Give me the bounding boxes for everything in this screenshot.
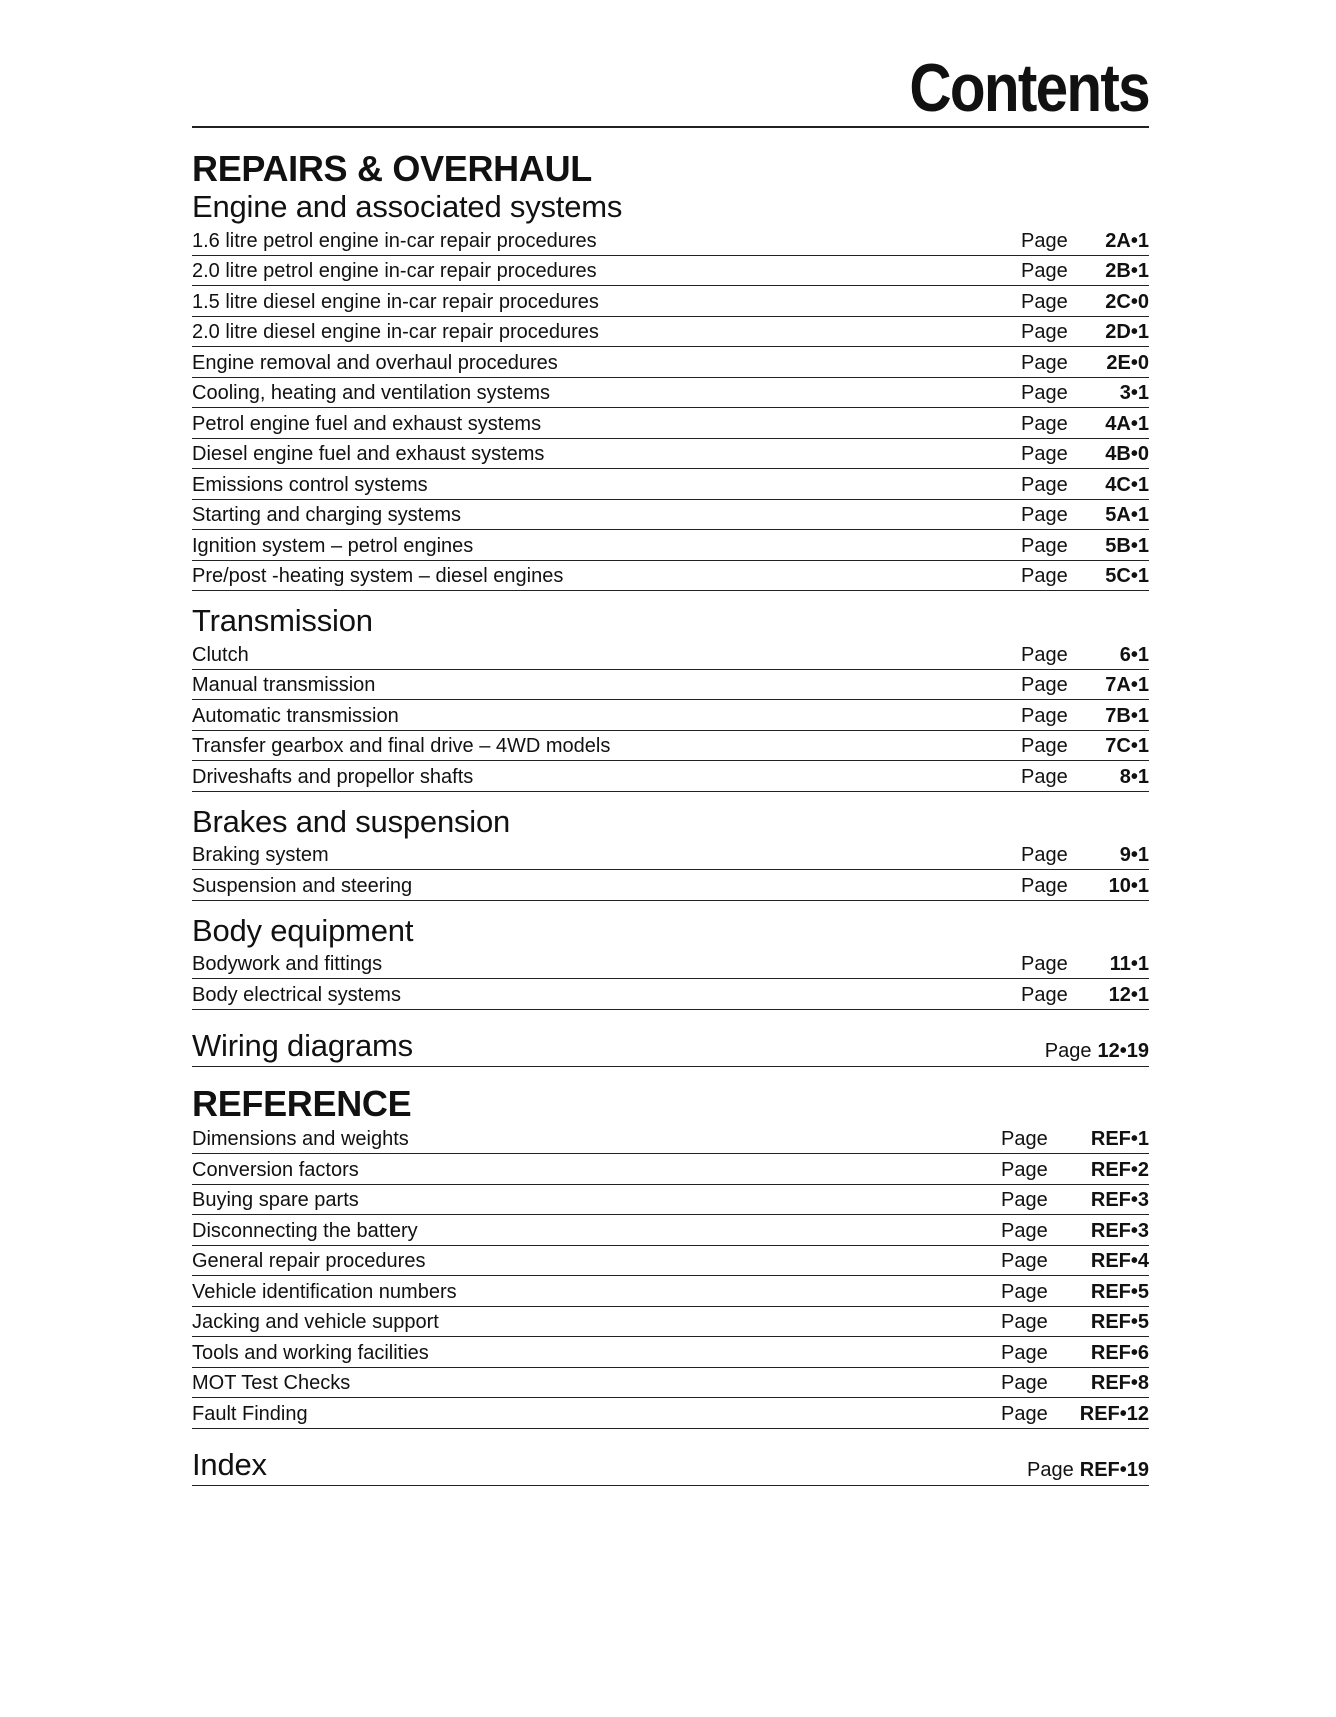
toc-entry-page-ref: [1021, 643, 1149, 667]
toc-entry[interactable]: [192, 731, 1149, 762]
page-word: Page: [1001, 1341, 1048, 1364]
toc-entry-page-ref: [1021, 473, 1149, 497]
page-title: Contents: [909, 50, 1149, 126]
toc-entry-page-ref: [1001, 1371, 1149, 1395]
toc-entry-index[interactable]: [192, 1441, 1149, 1486]
page-number: REF•5: [1090, 1311, 1149, 1333]
toc-entry-page-ref: [1021, 874, 1149, 898]
toc-entry[interactable]: [192, 1124, 1149, 1155]
toc-entry-label: Clutch: [192, 643, 249, 666]
page-number: 2A•1: [1105, 229, 1149, 252]
reference-rows: [192, 1124, 1149, 1429]
section-rows: [192, 225, 1149, 591]
page-word: Page: [1027, 1458, 1074, 1481]
toc-entry-page-ref: [1021, 843, 1149, 867]
page-word: Page: [1021, 704, 1068, 727]
toc-entry-label: Emissions control systems: [192, 473, 428, 496]
toc-entry-label: Manual transmission: [192, 674, 376, 696]
page-number: REF•8: [1090, 1372, 1149, 1394]
section-heading: Body equipment: [192, 912, 414, 948]
page-number: 7B•1: [1105, 704, 1149, 727]
page-word: Page: [1021, 674, 1068, 696]
toc-entry-page-ref: [1021, 229, 1149, 253]
page-word: Page: [1021, 534, 1068, 557]
page-word: Page: [1021, 643, 1068, 666]
page-number: 10•1: [1108, 874, 1149, 897]
page-word: Page: [1021, 412, 1068, 435]
page-word: Page: [1021, 565, 1068, 587]
page-word: Page: [1001, 1189, 1048, 1211]
toc-entry-page-ref: [1021, 765, 1149, 789]
toc-entry-page-ref: [1021, 259, 1149, 283]
toc-entry-label: Index: [192, 1446, 267, 1482]
toc-entry-label: 2.0 litre diesel engine in-car repair procedures: [192, 321, 599, 343]
toc-entry[interactable]: [192, 530, 1149, 561]
toc-entry-label: 1.5 litre diesel engine in-car repair procedures: [192, 290, 599, 313]
page-number: 4B•0: [1105, 443, 1149, 465]
page-number: REF•3: [1090, 1189, 1149, 1211]
part-heading-repairs: REPAIRS & OVERHAUL: [192, 148, 592, 189]
page-word: Page: [1021, 874, 1068, 897]
toc-entry-label: Vehicle identification numbers: [192, 1280, 457, 1303]
toc-entry-label: Wiring diagrams: [192, 1027, 413, 1063]
toc-entry-label: MOT Test Checks: [192, 1372, 351, 1394]
toc-entry[interactable]: [192, 439, 1149, 470]
toc-entry[interactable]: [192, 639, 1149, 670]
toc-entry-label: Bodywork and fittings: [192, 953, 383, 975]
toc-entry-label: Pre/post -heating system – diesel engines: [192, 565, 564, 587]
page-word: Page: [1021, 321, 1068, 343]
toc-entry-page-ref: [1021, 952, 1149, 976]
page-word: Page: [1021, 504, 1068, 526]
page-number: REF•6: [1090, 1341, 1149, 1364]
page-number: 11•1: [1109, 953, 1149, 975]
page-number: 2E•0: [1106, 351, 1149, 374]
toc-entry[interactable]: [192, 317, 1149, 348]
toc-entry-page-ref: [1001, 1127, 1149, 1151]
toc-entry-page-ref: [1001, 1341, 1149, 1365]
section-rows: [192, 639, 1149, 792]
page-word: Page: [1001, 1219, 1048, 1242]
page-word: Page: [1001, 1402, 1048, 1425]
page-number: 5B•1: [1105, 534, 1149, 557]
toc-entry[interactable]: [192, 1215, 1149, 1246]
toc-entry-label: Braking system: [192, 844, 329, 866]
page-word: Page: [1021, 735, 1068, 757]
toc-entry-page-ref: [1001, 1280, 1149, 1304]
toc-entry-page-ref: [1021, 503, 1149, 527]
page-number: 2C•0: [1105, 290, 1149, 313]
page-number: REF•5: [1090, 1280, 1149, 1303]
toc-entry[interactable]: [192, 561, 1149, 592]
page-number: 8•1: [1119, 765, 1149, 788]
toc-entry[interactable]: [192, 979, 1149, 1010]
page-word: Page: [1044, 1039, 1092, 1062]
toc-entry-wiring-diagrams[interactable]: [192, 1022, 1149, 1067]
toc-entry-label: Body electrical systems: [192, 983, 401, 1006]
toc-entry-page-ref: [1021, 673, 1149, 697]
toc-entry-label: Buying spare parts: [192, 1189, 359, 1211]
toc-entry[interactable]: [192, 1185, 1149, 1216]
page-number: REF•4: [1090, 1250, 1149, 1272]
toc-entry[interactable]: [192, 469, 1149, 500]
toc-entry-page-ref: [1001, 1402, 1149, 1426]
page-word: Page: [1021, 351, 1068, 374]
page-number: 5A•1: [1105, 504, 1149, 526]
toc-entry[interactable]: [192, 1307, 1149, 1338]
toc-entry[interactable]: [192, 256, 1149, 287]
toc-entry-page-ref: [1021, 412, 1149, 436]
toc-entry-page-ref: [1021, 983, 1149, 1007]
toc-entry-label: Transfer gearbox and final drive – 4WD models: [192, 735, 611, 757]
toc-entry-label: Disconnecting the battery: [192, 1219, 418, 1242]
toc-entry-page-ref: [1001, 1219, 1149, 1243]
page-word: Page: [1001, 1250, 1048, 1272]
toc-entry-label: Automatic transmission: [192, 704, 399, 727]
toc-entry[interactable]: [192, 1337, 1149, 1368]
toc-entry-label: General repair procedures: [192, 1250, 426, 1272]
page-word: Page: [1021, 983, 1068, 1006]
toc-entry[interactable]: [192, 1276, 1149, 1307]
page-number: 4A•1: [1105, 412, 1149, 435]
toc-entry-label: 1.6 litre petrol engine in-car repair procedures: [192, 229, 597, 252]
toc-entry-label: Conversion factors: [192, 1158, 359, 1181]
toc-entry[interactable]: [192, 408, 1149, 439]
toc-entry-page-ref: [1027, 1458, 1149, 1483]
section-transmission: [192, 603, 1149, 792]
page-number: REF•1: [1090, 1128, 1149, 1150]
toc-entry[interactable]: [192, 1368, 1149, 1399]
toc-entry[interactable]: [192, 670, 1149, 701]
page-word: Page: [1021, 765, 1068, 788]
page-word: Page: [1001, 1128, 1048, 1150]
page-word: Page: [1001, 1311, 1048, 1333]
toc-entry[interactable]: [192, 225, 1149, 256]
page-number: REF•2: [1090, 1158, 1149, 1181]
toc-entry[interactable]: [192, 870, 1149, 901]
page-number: 12•19: [1097, 1039, 1149, 1062]
toc-entry[interactable]: [192, 700, 1149, 731]
toc-entry-page-ref: [1021, 704, 1149, 728]
toc-entry[interactable]: [192, 1246, 1149, 1277]
title-rule: [192, 126, 1149, 128]
toc-entry-label: Tools and working facilities: [192, 1341, 429, 1364]
toc-entry-page-ref: [1001, 1158, 1149, 1182]
page-number: REF•19: [1079, 1458, 1149, 1481]
toc-entry-page-ref: [1021, 564, 1149, 588]
page-number: 3•1: [1119, 382, 1149, 404]
toc-entry-label: 2.0 litre petrol engine in-car repair procedures: [192, 260, 597, 282]
toc-entry-page-ref: [1021, 534, 1149, 558]
toc-entry-label: Petrol engine fuel and exhaust systems: [192, 412, 542, 435]
page-number: 2D•1: [1105, 321, 1149, 343]
contents-page: [192, 50, 1149, 1486]
toc-entry-label: Suspension and steering: [192, 874, 413, 897]
section-rows: [192, 840, 1149, 901]
page-word: Page: [1021, 844, 1068, 866]
toc-entry[interactable]: [192, 347, 1149, 378]
toc-entry-label: Driveshafts and propellor shafts: [192, 765, 474, 788]
page-number: 7A•1: [1105, 674, 1149, 696]
toc-entry-page-ref: [1021, 351, 1149, 375]
page-number: 5C•1: [1105, 565, 1149, 587]
page-number: REF•3: [1090, 1219, 1149, 1242]
page-number: 9•1: [1119, 844, 1149, 866]
toc-entry-label: Jacking and vehicle support: [192, 1311, 439, 1333]
toc-entry-page-ref: [1021, 290, 1149, 314]
toc-entry-page-ref: [1021, 442, 1149, 466]
toc-entry-page-ref: [1021, 320, 1149, 344]
toc-entry-label: Engine removal and overhaul procedures: [192, 351, 558, 374]
part-heading-reference: REFERENCE: [192, 1082, 412, 1124]
section-heading: Transmission: [192, 603, 373, 638]
toc-entry[interactable]: [192, 949, 1149, 980]
page-word: Page: [1021, 473, 1068, 496]
toc-entry-label: Fault Finding: [192, 1402, 308, 1425]
toc-entry[interactable]: [192, 286, 1149, 317]
toc-entry-label: Ignition system – petrol engines: [192, 534, 474, 557]
toc-entry-page-ref: [1021, 381, 1149, 405]
page-word: Page: [1021, 290, 1068, 313]
section-brakes: [192, 804, 1149, 901]
page-word: Page: [1021, 382, 1068, 404]
toc-entry-page-ref: [1021, 734, 1149, 758]
toc-entry[interactable]: [192, 1398, 1149, 1429]
page-word: Page: [1021, 229, 1068, 252]
toc-entry-label: Starting and charging systems: [192, 504, 462, 526]
toc-entry[interactable]: [192, 500, 1149, 531]
section-rows: [192, 949, 1149, 1010]
page-number: REF•12: [1079, 1402, 1149, 1425]
toc-entry-page-ref: [1001, 1188, 1149, 1212]
toc-entry-page-ref: [1001, 1249, 1149, 1273]
toc-entry-label: Cooling, heating and ventilation systems: [192, 382, 550, 404]
page-word: Page: [1001, 1158, 1048, 1181]
toc-entry-label: Diesel engine fuel and exhaust systems: [192, 443, 545, 465]
section-heading: Engine and associated systems: [192, 189, 623, 224]
page-number: 4C•1: [1105, 473, 1149, 496]
page-number: 6•1: [1119, 643, 1149, 666]
toc-entry[interactable]: [192, 840, 1149, 871]
page-word: Page: [1001, 1372, 1048, 1394]
toc-entry-label: Dimensions and weights: [192, 1128, 409, 1150]
page-number: 12•1: [1108, 983, 1149, 1006]
section-engine: [192, 189, 1149, 591]
toc-entry-page-ref: [1045, 1039, 1149, 1064]
page-word: Page: [1021, 260, 1068, 282]
toc-entry[interactable]: [192, 378, 1149, 409]
page-number: 7C•1: [1105, 735, 1149, 757]
page-word: Page: [1001, 1280, 1048, 1303]
toc-entry[interactable]: [192, 761, 1149, 792]
page-word: Page: [1021, 443, 1068, 465]
section-heading: Brakes and suspension: [192, 803, 511, 839]
toc-entry-page-ref: [1001, 1310, 1149, 1334]
section-body: [192, 913, 1149, 1010]
toc-entry[interactable]: [192, 1154, 1149, 1185]
page-word: Page: [1021, 953, 1068, 975]
page-number: 2B•1: [1105, 260, 1149, 282]
